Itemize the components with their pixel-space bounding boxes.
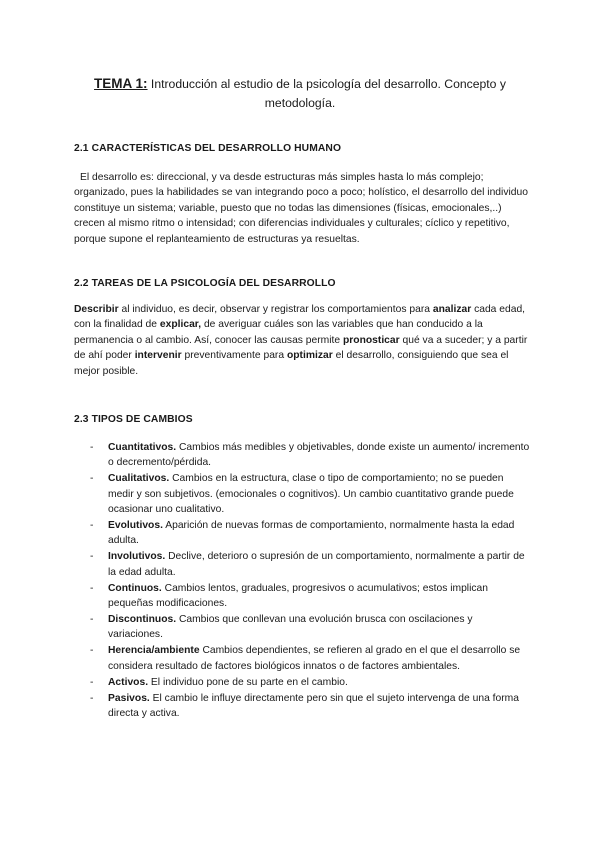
list-item: - Cuantitativos. Cambios más medibles y objetivables, donde existe un aumento/ incremento o decremento/pérdida. [90,442,530,469]
term-describir: Describir [74,304,119,315]
section-3-heading: 2.3 TIPOS DE CAMBIOS [74,414,193,425]
term-explicar: explicar, [159,319,202,331]
term-intervenir: intervenir [134,350,182,362]
list-item: - Activos. El individuo pone de su parte en el cambio. [90,676,348,688]
section-1-paragraph: El desarrollo es: direccional, y va desde estructuras más simples hasta lo más complejo; organizado, pues la habilidades se van integrando poco a poco; holístico, el desarrollo del individuo constituye un sistema; variable, puesto que no todas las dimensiones (físicas, emocionales,..) crecen al mismo ritmo o intensidad; con diferencias individuales y culturales; cíclico y repetitivo, porque supone el replanteamiento de estructuras ya resueltas. [74,172,528,245]
list-item: - Involutivos. Declive, deterioro o supresión de un comportamiento, normalmente a partir de la edad adulta. [90,551,525,578]
term-analizar: analizar [432,304,472,315]
document-title [60,74,540,113]
section-2-heading: 2.2 TAREAS DE LA PSICOLOGÍA DEL DESARROLLO [74,278,336,289]
list-item: - Continuos. Cambios lentos, graduales, progresivos o acumulativos; estos implican pequeñas modificaciones. [90,582,488,610]
section-1-heading: 2.1 CARACTERÍSTICAS DEL DESARROLLO HUMANO [74,143,342,154]
list-item: - Discontinuos. Cambios que conllevan una evolución brusca con oscilaciones y variaciones. [90,613,473,641]
term-pronosticar: pronosticar [343,334,400,346]
section-2-paragraph: Describir al individuo, es decir, observar y registrar los comportamientos para analizar cada edad, con la finalidad de explicar, de averiguar cuáles son las variables que han conducido a la permanencia o al cambio. Así, conocer las causas permite pronosticar qué va a suceder; y a partir de ahí poder intervenir preventivamente para optimizar el desarrollo, consiguiendo que sea el mejor posible. [74,304,528,377]
change-types-list [90,440,530,722]
list-item: - Pasivos. El cambio le influye directamente pero sin que el sujeto intervenga de una forma directa y activa. [90,692,519,719]
list-item: - Cualitativos. Cambios en la estructura, clase o tipo de comportamiento; no se pueden medir y son subjetivos. (emocionales o cognitivos). Un cambio cuantitativo grande puede ocasionar uno cualitativo. [90,473,514,516]
list-item: - Herencia/ambiente Cambios dependientes, se refieren al grado en el que el desarrollo se considera resultado de factores biológicos innatos o de factores ambientales. [90,645,521,672]
title-text: Introducción al estudio de la psicología del desarrollo. Concepto y metodología. [147,77,506,110]
term-optimizar: optimizar [286,350,333,362]
list-item: - Evolutivos. Aparición de nuevas formas de comportamiento, normalmente hasta la edad adulta. [90,520,515,547]
title-tema: TEMA 1: [94,76,148,91]
